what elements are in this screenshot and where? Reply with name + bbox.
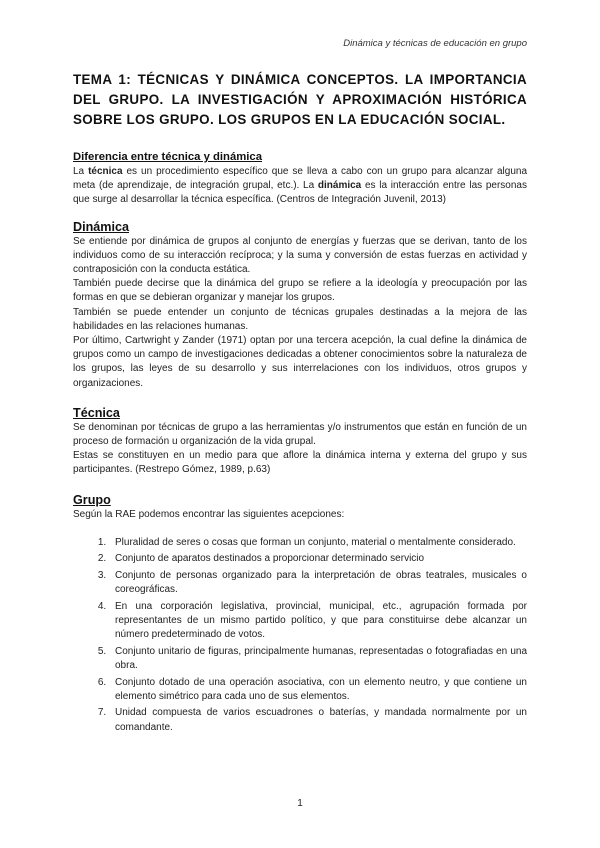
- keyword-tecnica: técnica: [88, 166, 123, 177]
- paragraph-diferencia: La técnica es un procedimiento específico que se lleva a cabo con un grupo para alcanzar alguna meta (de aprendizaje, de integración grupal, etc.). La dinámica es la interacción entre las personas que surge al desarrollar la técnica específica. (Centros de Integración Juvenil, 2013): [73, 166, 527, 206]
- paragraph-tecnica-1: Se denominan por técnicas de grupo a las herramientas y/o instrumentos que están en función de un proceso de formación u organización de la vida grupal.: [73, 421, 527, 448]
- paragraph-dinamica-3: También se puede entender un conjunto de técnicas grupales destinadas a la mejora de las habilidades en las relaciones humanas.: [73, 306, 527, 332]
- page-title: TEMA 1: TÉCNICAS Y DINÁMICA CONCEPTOS. LA IMPORTANCIA DEL GRUPO. LA INVESTIGACIÓN Y APROXIMACIÓN HISTÓRICA SOBRE LOS GRUPO. LOS GRUPOS EN LA EDUCACIÓN SOCIAL.: [73, 72, 527, 127]
- page-number: 1: [297, 798, 303, 809]
- heading-dinamica: Dinámica: [73, 219, 129, 234]
- paragraph-tecnica-2: Estas se constituyen en un medio para que aflore la dinámica interna y externa del grupo y sus participantes. (Restrepo Gómez, 1989, p.63): [73, 450, 527, 476]
- heading-grupo: Grupo: [73, 492, 111, 507]
- list-item: 2. Conjunto de aparatos destinados a proporcionar determinado servicio: [109, 552, 527, 566]
- running-header: Dinámica y técnicas de educación en grupo: [343, 38, 527, 49]
- keyword-dinamica: dinámica: [317, 180, 362, 192]
- list-item: 7. Unidad compuesta de varios escuadrones o baterías, y mandada normalmente por un comandante.: [109, 706, 527, 734]
- paragraph-dinamica-1: Se entiende por dinámica de grupos al conjunto de energías y fuerzas que se derivan, tanto de los individuos como de su interacción recíproca; y la suma y conversión de estas fuerzas en actividad y contraposición con la conducta estática.: [73, 235, 527, 276]
- heading-tecnica: Técnica: [73, 405, 120, 420]
- list-item: 4. En una corporación legislativa, provincial, municipal, etc., agrupación formada por representantes de un mismo partido político, y que para constituirse debe alcanzar un número predeterminado de votos.: [109, 600, 527, 643]
- acepciones-list: [73, 536, 527, 735]
- paragraph-dinamica-2: También puede decirse que la dinámica del grupo se refiere a la ideología y preocupación por las formas en que se debieran organizar y manejar los grupos.: [73, 278, 527, 304]
- list-item: 1. Pluralidad de seres o cosas que forman un conjunto, material o mentalmente considerado.: [109, 536, 527, 550]
- heading-diferencia: Diferencia entre técnica y dinámica: [73, 151, 262, 163]
- list-item: 6. Conjunto dotado de una operación asociativa, con un elemento neutro, y que contiene un elemento simétrico para cada uno de sus elementos.: [109, 676, 527, 704]
- document-body: [73, 70, 527, 737]
- paragraph-grupo-intro: Según la RAE podemos encontrar las siguientes acepciones:: [73, 508, 345, 520]
- list-item: 5. Conjunto unitario de figuras, principalmente humanas, representadas o fotografiadas en una obra.: [109, 645, 527, 673]
- paragraph-dinamica-4: Por último, Cartwright y Zander (1971) optan por una tercera acepción, la cual define la dinámica de grupos como un campo de investigaciones dedicadas a obtener conocimientos sobre la naturaleza de los grupos, las leyes de su desarrollo y sus interrelaciones con los individuos, otros grupos y organizaciones.: [73, 335, 527, 389]
- list-item: 3. Conjunto de personas organizado para la interpretación de obras teatrales, musicales o coreográficas.: [109, 569, 527, 597]
